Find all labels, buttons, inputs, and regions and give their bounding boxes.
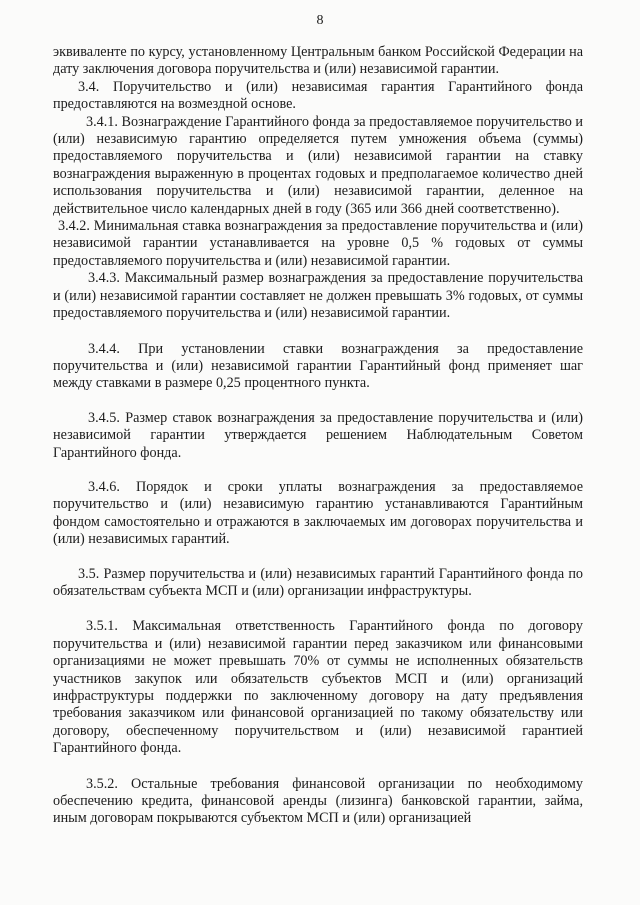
page-number: 8	[316, 13, 324, 28]
paragraph-3-4-5: 3.4.5. Размер ставок вознаграждения за предоставление поручительства и (или) независимой гарантии утверждается решением Наблюдательным Советом Гарантийного фонда.	[53, 409, 583, 461]
paragraph-3-4-3: 3.4.3. Максимальный размер вознаграждения за предоставление поручительства и (или) независимой гарантии составляет не должен превышать 3% годовых, от суммы предоставляемого поручительства и (или) независимой гарантии.	[53, 270, 583, 322]
paragraph-3-4-4: 3.4.4. При установлении ставки вознаграждения за предоставление поручительства и (или) независимой гарантии Гарантийный фонд применяет шаг между ставками в размере 0,25 процентного пункта.	[53, 340, 583, 392]
paragraph-continuation: эквиваленте по курсу, установленному Центральным банком Российской Федерации на дату заключения договора поручительства и (или) независимой гарантии.	[53, 44, 583, 78]
document-body	[53, 44, 583, 828]
paragraph-3-4: 3.4. Поручительство и (или) независимая гарантия Гарантийного фонда предоставляются на возмездной основе.	[53, 78, 583, 113]
paragraph-3-5-2: 3.5.2. Остальные требования финансовой организации по необходимому обеспечению кредита, финансовой аренды (лизинга) банковской гарантии, займа, иным договорам покрываются субъектом МСП и (или) организацией	[53, 775, 583, 827]
paragraph-3-5: 3.5. Размер поручительства и (или) независимых гарантий Гарантийного фонда по обязательствам субъекта МСП и (или) организации инфраструктуры.	[53, 565, 583, 599]
paragraph-3-4-1: 3.4.1. Вознаграждение Гарантийного фонда за предоставляемое поручительство и (или) независимую гарантию определяется путем умножения объема (суммы) предоставляемого поручительства и (или) независимой гарантии на ставку вознаграждения выраженную в процентах годовых и предполагаемое количество дней использования поручительства и (или) независимой гарантии, деленное на действительное число календарных дней в году (365 или 366 дней соответственно).	[53, 113, 583, 217]
paragraph-3-4-2: 3.4.2. Минимальная ставка вознаграждения за предоставление поручительства и (или) независимой гарантии устанавливается на уровне 0,5 % годовых от суммы предоставляемого поручительства и (или) независимой гарантии.	[53, 218, 583, 269]
paragraph-3-5-1: 3.5.1. Максимальная ответственность Гарантийного фонда по договору поручительства и (или) независимой гарантии перед заказчиком или финансовыми организациями не может превышать 70% от суммы не исполненных обязательств участников закупок или обязательств субъектов МСП и (или) организаций инфраструктуры поддержки по заключенному договору на дату предъявления требования заказчиком или финансовой организацией по такому обязательству или договору, обеспеченному поручительством и (или) независимой гарантией Гарантийного фонда.	[53, 618, 583, 757]
paragraph-3-4-6: 3.4.6. Порядок и сроки уплаты вознаграждения за предоставляемое поручительство и (или) независимую гарантию устанавливаются Гарантийным фондом самостоятельно и отражаются в заключаемых им договорах поручительства и (или) независимых гарантий.	[53, 478, 583, 548]
